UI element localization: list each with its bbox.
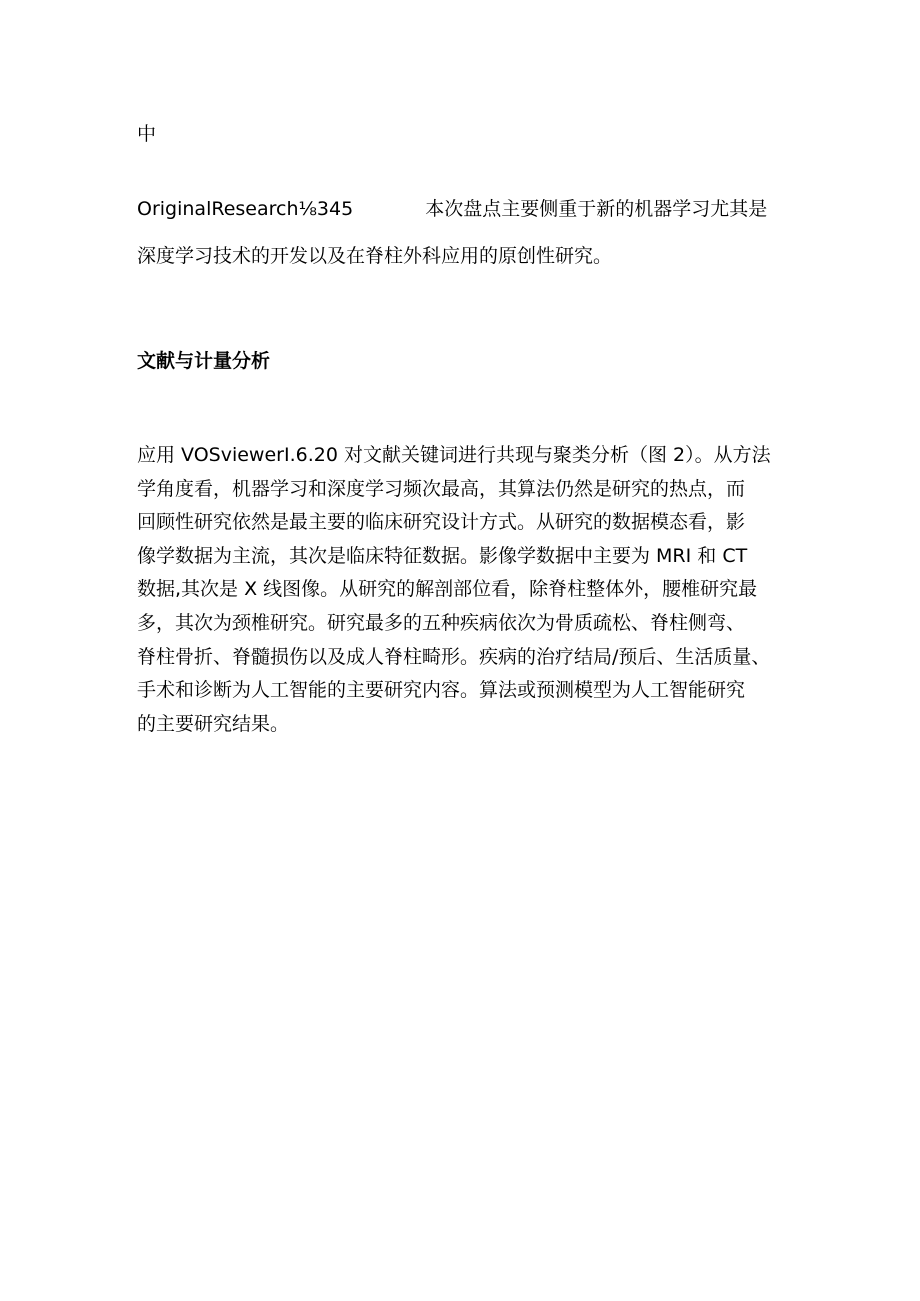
intro-line-1-text: 本次盘点主要侧重于新的机器学习尤其是 [425, 198, 768, 220]
intro-line-1 [137, 186, 787, 233]
body-line: 的主要研究结果。 [137, 712, 290, 735]
body-line: 多，其次为颈椎研究。研究最多的五种疾病依次为骨质疏松、脊柱侧弯、 [137, 611, 746, 634]
body-line: 数据,其次是 X 线图像。从研究的解剖部位看，除脊柱整体外，腰椎研究最 [137, 578, 758, 601]
body-line: 脊柱骨折、脊髓损伤以及成人脊柱畸形。疾病的治疗结局/预后、生活质量、 [137, 645, 771, 668]
intro-line-2: 深度学习技术的开发以及在脊柱外科应用的原创性研究。 [137, 245, 613, 267]
body-line: 像学数据为主流，其次是临床特征数据。影像学数据中主要为 MRI 和 CT [137, 544, 748, 567]
section-heading: 文献与计量分析 [137, 350, 271, 372]
intro-paragraph [137, 186, 787, 280]
intro-lead: OriginalResearch⅛345 [137, 198, 354, 220]
body-line: 手术和诊断为人工智能的主要研究内容。算法或预测模型为人工智能研究 [137, 679, 746, 702]
body-line: 回顾性研究依然是最主要的临床研究设计方式。从研究的数据模态看，影 [137, 511, 746, 534]
body-line: 学角度看，机器学习和深度学习频次最高，其算法仍然是研究的热点，而 [137, 477, 746, 500]
body-line: 应用 VOSviewerI.6.20 对文献关键词进行共现与聚类分析（图 2）。从方法 [137, 444, 771, 466]
text-fragment: 中 [137, 123, 157, 145]
body-paragraph [137, 439, 787, 741]
